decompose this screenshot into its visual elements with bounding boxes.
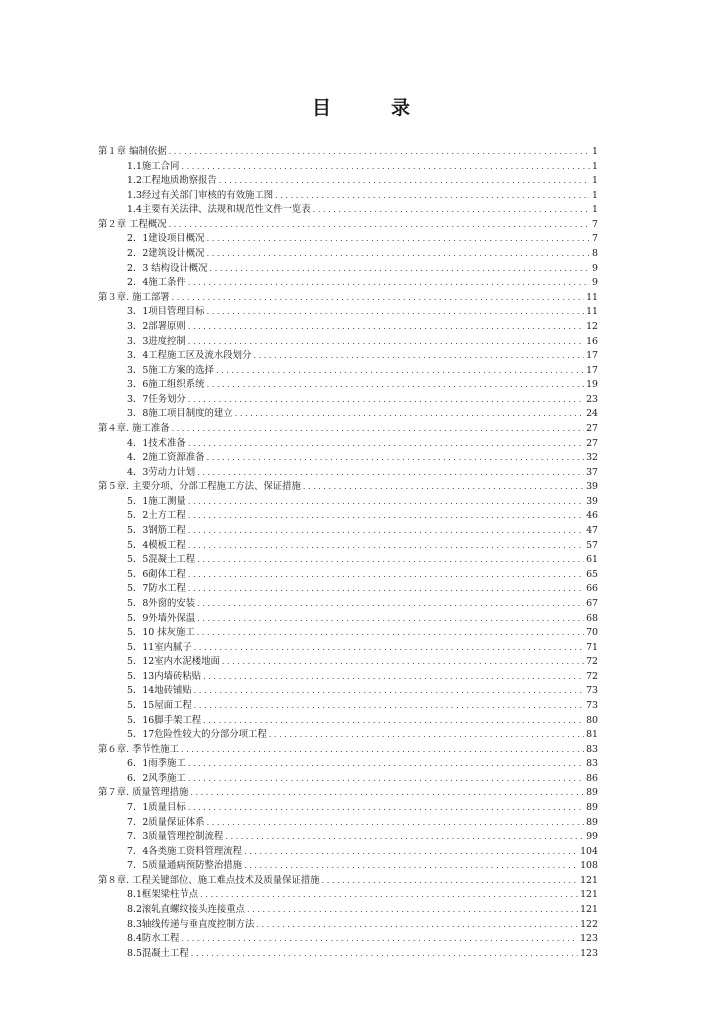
title-char-2: 录 <box>391 97 413 119</box>
toc-entry-label: 1.2工程地质勘察报告 <box>127 175 217 187</box>
toc-section-entry[interactable] <box>0 888 723 903</box>
toc-dot-leader <box>188 772 598 787</box>
toc-page-number: 27 <box>584 422 598 437</box>
toc-entry-label: 5．15屋面工程 <box>127 699 192 711</box>
toc-chapter-entry[interactable] <box>0 218 723 233</box>
toc-dot-leader <box>210 262 598 277</box>
toc-page-number: 24 <box>584 407 598 422</box>
toc-dot-leader <box>322 874 598 889</box>
toc-section-entry[interactable] <box>0 539 723 554</box>
toc-entry-label: 8.2滚轧直螺纹接头连接重点 <box>127 904 246 916</box>
toc-section-entry[interactable] <box>0 262 723 277</box>
toc-section-entry[interactable] <box>0 684 723 699</box>
toc-entry-label: 3．6施工组织系统 <box>127 379 205 391</box>
toc-entry-label: 第８章. 工程关键部位、施工难点技术及质量保证措施 <box>98 874 320 886</box>
toc-page-number: 11 <box>584 291 598 306</box>
toc-dot-leader <box>188 320 598 335</box>
toc-entry-label: 2．3 结构设计概况 <box>127 262 208 274</box>
toc-entry-label: 5．13内墙砖粘贴 <box>127 670 202 682</box>
toc-page-number: 37 <box>584 466 598 481</box>
toc-section-entry[interactable] <box>0 597 723 612</box>
toc-entry-label: 5．4模板工程 <box>127 539 186 551</box>
toc-entry-label: 5．5混凝土工程 <box>127 554 196 566</box>
toc-section-entry[interactable] <box>0 612 723 627</box>
toc-page-number: 83 <box>584 757 598 772</box>
toc-page-number: 71 <box>584 641 598 656</box>
toc-section-entry[interactable] <box>0 247 723 262</box>
toc-page-number: 7 <box>590 218 598 233</box>
toc-dot-leader <box>313 203 598 218</box>
toc-dot-leader <box>207 305 598 320</box>
toc-page-number: 57 <box>584 539 598 554</box>
toc-dot-leader <box>244 845 598 860</box>
toc-entry-label: 7．3质量管理控制流程 <box>127 831 224 843</box>
toc-section-entry[interactable] <box>0 335 723 350</box>
toc-dot-leader <box>197 597 598 612</box>
toc-dot-leader <box>181 160 598 175</box>
toc-page-number: 32 <box>584 451 598 466</box>
toc-dot-leader <box>207 247 598 262</box>
toc-dot-leader <box>169 218 598 233</box>
toc-dot-leader <box>188 757 598 772</box>
toc-dot-leader <box>188 393 598 408</box>
toc-entry-label: 3．3进度控制 <box>127 335 186 347</box>
toc-entry-label: 5．16脚手架工程 <box>127 714 202 726</box>
toc-dot-leader <box>207 816 598 831</box>
toc-entry-label: 3．7任务划分 <box>127 393 186 405</box>
toc-section-entry[interactable] <box>0 757 723 772</box>
toc-section-entry[interactable] <box>0 845 723 860</box>
toc-entry-label: 5．9外墙外保温 <box>127 612 196 624</box>
toc-entry-label: 6．1雨季施工 <box>127 758 186 770</box>
toc-entry-label: 第４章. 施工准备 <box>98 422 170 434</box>
toc-dot-leader <box>207 451 598 466</box>
toc-dot-leader <box>235 407 598 422</box>
toc-dot-leader <box>188 539 598 554</box>
toc-page-number: 1 <box>590 189 598 204</box>
toc-section-entry[interactable] <box>0 407 723 422</box>
toc-entry-label: 5．3钢筋工程 <box>127 525 186 537</box>
toc-entry-label: 5．1施工测量 <box>127 495 186 507</box>
toc-dot-leader <box>275 189 598 204</box>
toc-section-entry[interactable] <box>0 305 723 320</box>
toc-section-entry[interactable] <box>0 670 723 685</box>
toc-entry-label: 7．1质量目标 <box>127 802 186 814</box>
toc-dot-leader <box>222 655 598 670</box>
toc-page-number: 89 <box>584 801 598 816</box>
toc-entry-label: 1.3经过有关部门审核的有效施工图 <box>127 189 274 201</box>
toc-entry-label: 5．14地砖铺贴 <box>127 685 192 697</box>
toc-dot-leader <box>188 437 598 452</box>
toc-chapter-entry[interactable] <box>0 291 723 306</box>
toc-dot-leader <box>253 349 598 364</box>
toc-entry-label: 5．8外窗的安装 <box>127 597 196 609</box>
toc-section-entry[interactable] <box>0 174 723 189</box>
toc-entry-label: 1.4主要有关法律、法规和规范性文件一览表 <box>127 204 311 216</box>
toc-dot-leader <box>219 174 598 189</box>
toc-page-number: 39 <box>584 495 598 510</box>
toc-page-number: 70 <box>584 626 598 641</box>
toc-section-entry[interactable] <box>0 451 723 466</box>
toc-dot-leader <box>247 903 598 918</box>
toc-section-entry[interactable] <box>0 641 723 656</box>
toc-entry-label: 8.1框架梁柱节点 <box>127 889 199 901</box>
toc-section-entry[interactable] <box>0 568 723 583</box>
toc-entry-label: 2．1建设项目概况 <box>127 233 205 245</box>
toc-dot-leader <box>197 612 598 627</box>
table-of-contents <box>0 145 723 961</box>
toc-page-number: 86 <box>584 772 598 787</box>
toc-dot-leader <box>181 743 598 758</box>
toc-entry-label: 3．2部署原则 <box>127 320 186 332</box>
toc-dot-leader <box>188 582 598 597</box>
toc-page-number: 83 <box>584 743 598 758</box>
toc-entry-label: 2．4施工条件 <box>127 277 186 289</box>
toc-section-entry[interactable] <box>0 349 723 364</box>
toc-section-entry[interactable] <box>0 495 723 510</box>
toc-page-number: 72 <box>584 670 598 685</box>
toc-entry-label: 3．8施工项目制度的建立 <box>127 408 233 420</box>
toc-page-number: 1 <box>590 145 598 160</box>
toc-dot-leader <box>216 364 598 379</box>
toc-section-entry[interactable] <box>0 466 723 481</box>
toc-page-number: 122 <box>578 918 598 933</box>
toc-dot-leader <box>256 918 598 933</box>
toc-page-number: 16 <box>584 335 598 350</box>
toc-page-number: 17 <box>584 364 598 379</box>
toc-section-entry[interactable] <box>0 320 723 335</box>
toc-entry-label: 5．12室内水泥楼地面 <box>127 656 220 668</box>
toc-section-entry[interactable] <box>0 393 723 408</box>
toc-entry-label: 第５章. 主要分项、分部工程施工方法、保证措施 <box>98 481 301 493</box>
toc-page-number: 68 <box>584 612 598 627</box>
toc-dot-leader <box>200 888 598 903</box>
toc-section-entry[interactable] <box>0 553 723 568</box>
toc-section-entry[interactable] <box>0 437 723 452</box>
toc-section-entry[interactable] <box>0 932 723 947</box>
toc-section-entry[interactable] <box>0 232 723 247</box>
toc-page-number: 121 <box>578 874 598 889</box>
toc-entry-label: 第６章. 季节性施工 <box>98 743 179 755</box>
toc-section-entry[interactable] <box>0 947 723 962</box>
toc-entry-label: 7．2质量保证体系 <box>127 816 205 828</box>
toc-page-number: 72 <box>584 655 598 670</box>
toc-page-number: 23 <box>584 393 598 408</box>
toc-dot-leader <box>169 145 598 160</box>
toc-page-number: 27 <box>584 437 598 452</box>
toc-section-entry[interactable] <box>0 830 723 845</box>
toc-page-number: 81 <box>584 728 598 743</box>
toc-chapter-entry[interactable] <box>0 145 723 160</box>
toc-section-entry[interactable] <box>0 203 723 218</box>
toc-entry-label: 第７章. 质量管理措施 <box>98 787 189 799</box>
toc-entry-label: 3．1项目管理目标 <box>127 306 205 318</box>
toc-section-entry[interactable] <box>0 699 723 714</box>
toc-page-number: 73 <box>584 684 598 699</box>
toc-page-number: 67 <box>584 597 598 612</box>
toc-entry-label: 第１章 编制依据 <box>98 146 167 157</box>
toc-page-number: 123 <box>578 932 598 947</box>
toc-entry-label: 8.5混凝土工程 <box>127 947 189 959</box>
toc-dot-leader <box>203 714 598 729</box>
toc-entry-label: 5．10 抹灰施工 <box>127 627 195 639</box>
toc-page-number: 1 <box>590 160 598 175</box>
toc-section-entry[interactable] <box>0 189 723 204</box>
toc-section-entry[interactable] <box>0 378 723 393</box>
toc-dot-leader <box>188 801 598 816</box>
toc-entry-label: 4．2施工资源准备 <box>127 452 205 464</box>
toc-page-number: 1 <box>590 174 598 189</box>
toc-dot-leader <box>194 699 598 714</box>
title-char-1: 目 <box>312 97 334 119</box>
toc-chapter-entry[interactable] <box>0 786 723 801</box>
toc-dot-leader <box>197 553 598 568</box>
toc-page-number: 17 <box>584 349 598 364</box>
toc-section-entry[interactable] <box>0 655 723 670</box>
toc-dot-leader <box>194 684 598 699</box>
toc-page-number: 121 <box>578 888 598 903</box>
toc-section-entry[interactable] <box>0 801 723 816</box>
toc-page-number: 89 <box>584 816 598 831</box>
toc-dot-leader <box>188 276 598 291</box>
toc-dot-leader <box>191 947 598 962</box>
toc-dot-leader <box>269 728 598 743</box>
toc-entry-label: 5．2土方工程 <box>127 510 186 522</box>
toc-chapter-entry[interactable] <box>0 422 723 437</box>
toc-section-entry[interactable] <box>0 276 723 291</box>
toc-dot-leader <box>207 232 598 247</box>
toc-chapter-entry[interactable] <box>0 743 723 758</box>
toc-page-number: 39 <box>584 480 598 495</box>
toc-dot-leader <box>197 626 598 641</box>
toc-section-entry[interactable] <box>0 859 723 874</box>
toc-section-entry[interactable] <box>0 728 723 743</box>
toc-entry-label: 8.3轴线传递与垂直度控制方法 <box>127 918 255 930</box>
toc-page-number: 104 <box>578 845 598 860</box>
toc-entry-label: 第２章 工程概况 <box>98 218 167 230</box>
toc-page-number: 9 <box>590 262 598 277</box>
toc-entry-label: 1.1施工合同 <box>127 160 180 172</box>
toc-page-number: 19 <box>584 378 598 393</box>
toc-dot-leader <box>203 670 598 685</box>
toc-entry-label: 3．5施工方案的选择 <box>127 364 214 376</box>
toc-page-number: 65 <box>584 568 598 583</box>
toc-entry-label: 3．4工程施工区及流水段划分 <box>127 350 252 362</box>
toc-entry-label: 5．6砌体工程 <box>127 568 186 580</box>
toc-dot-leader <box>197 466 598 481</box>
toc-dot-leader <box>188 495 598 510</box>
toc-dot-leader <box>188 335 598 350</box>
toc-entry-label: 5．17危险性较大的分部分项工程 <box>127 729 267 741</box>
toc-chapter-entry[interactable] <box>0 874 723 889</box>
toc-section-entry[interactable] <box>0 918 723 933</box>
toc-entry-label: 7．4各类施工资料管理流程 <box>127 845 243 857</box>
toc-section-entry[interactable] <box>0 714 723 729</box>
toc-page-number: 123 <box>578 947 598 962</box>
toc-dot-leader <box>225 830 598 845</box>
toc-section-entry[interactable] <box>0 903 723 918</box>
toc-entry-label: 7．5质量通病预防整治措施 <box>127 860 243 872</box>
toc-entry-label: 5．11室内腻子 <box>127 641 192 653</box>
toc-entry-label: 5．7防水工程 <box>127 583 186 595</box>
toc-dot-leader <box>303 480 598 495</box>
toc-section-entry[interactable] <box>0 160 723 175</box>
toc-dot-leader <box>194 641 598 656</box>
toc-page-number: 108 <box>578 859 598 874</box>
toc-page-number: 8 <box>590 247 598 262</box>
toc-page-number: 73 <box>584 699 598 714</box>
toc-page-number: 9 <box>590 276 598 291</box>
toc-dot-leader <box>190 786 598 801</box>
toc-section-entry[interactable] <box>0 772 723 787</box>
toc-page-number: 80 <box>584 714 598 729</box>
toc-section-entry[interactable] <box>0 509 723 524</box>
toc-section-entry[interactable] <box>0 364 723 379</box>
toc-dot-leader <box>244 859 598 874</box>
toc-page-number: 121 <box>578 903 598 918</box>
toc-chapter-entry[interactable] <box>0 480 723 495</box>
toc-section-entry[interactable] <box>0 816 723 831</box>
toc-dot-leader <box>172 422 598 437</box>
toc-dot-leader <box>181 932 598 947</box>
toc-page-number: 46 <box>584 509 598 524</box>
toc-page-number: 61 <box>584 553 598 568</box>
toc-page-number: 12 <box>584 320 598 335</box>
toc-dot-leader <box>188 509 598 524</box>
toc-dot-leader <box>207 378 598 393</box>
toc-entry-label: 2．2建筑设计概况 <box>127 248 205 260</box>
toc-entry-label: 4．3劳动力计划 <box>127 466 196 478</box>
toc-entry-label: 4．1技术准备 <box>127 437 186 449</box>
toc-section-entry[interactable] <box>0 626 723 641</box>
toc-entry-label: 6．2风季施工 <box>127 772 186 784</box>
toc-page-number: 89 <box>584 786 598 801</box>
toc-section-entry[interactable] <box>0 582 723 597</box>
toc-page-number: 99 <box>584 830 598 845</box>
toc-page-number: 7 <box>590 232 598 247</box>
toc-entry-label: 第３章. 施工部署 <box>98 291 170 303</box>
toc-dot-leader <box>188 524 598 539</box>
toc-section-entry[interactable] <box>0 524 723 539</box>
toc-entry-label: 8.4防水工程 <box>127 933 180 945</box>
toc-page-number: 11 <box>584 305 598 320</box>
toc-dot-leader <box>188 568 598 583</box>
toc-page-number: 47 <box>584 524 598 539</box>
toc-dot-leader <box>172 291 598 306</box>
toc-page-number: 66 <box>584 582 598 597</box>
toc-page-number: 1 <box>590 203 598 218</box>
